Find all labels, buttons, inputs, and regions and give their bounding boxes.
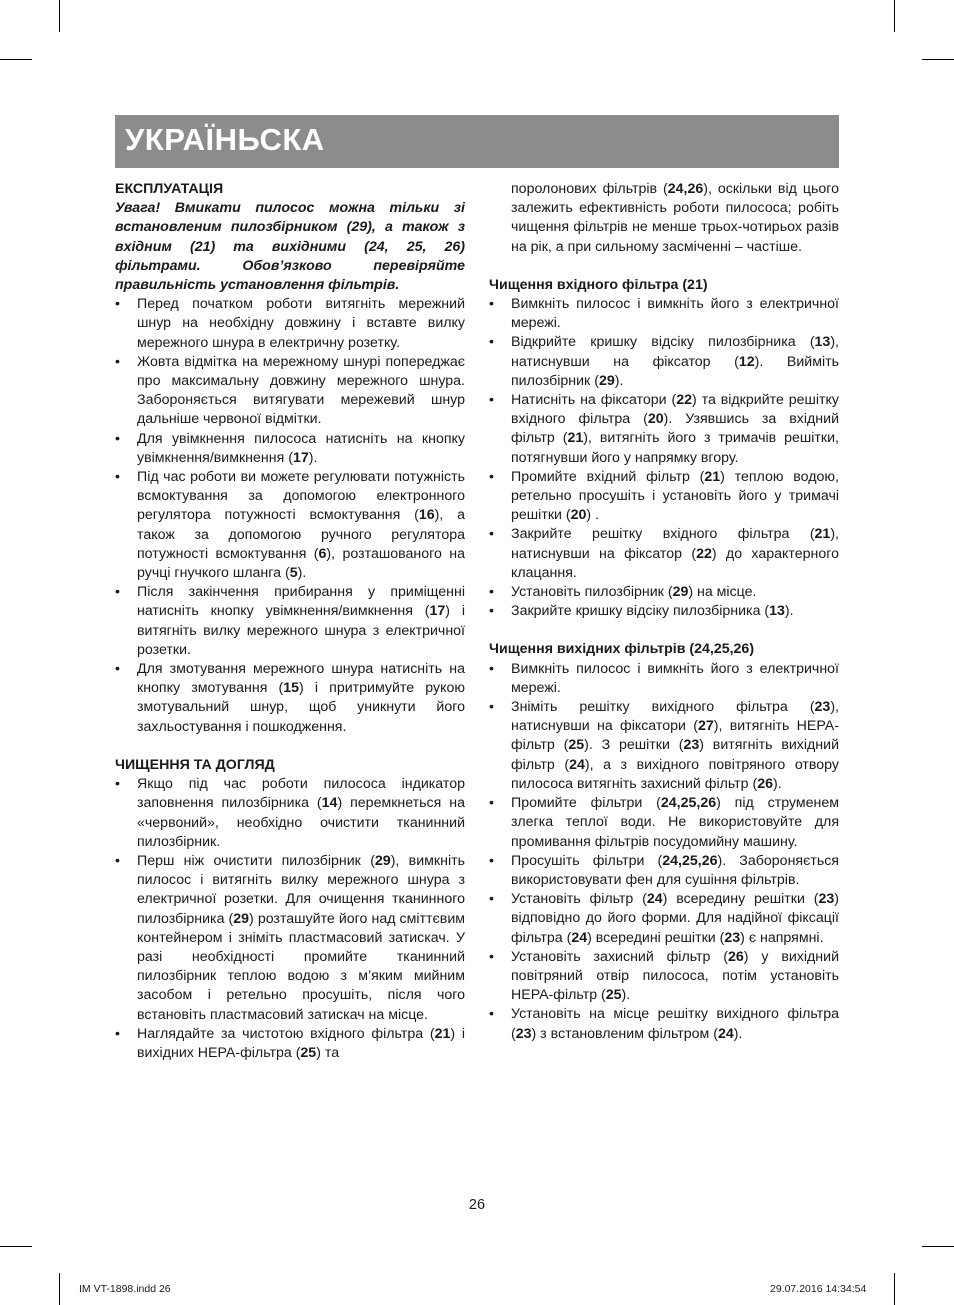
bullet-icon: • bbox=[115, 852, 120, 869]
crop-mark bbox=[0, 1246, 32, 1247]
bullet-icon: • bbox=[115, 353, 120, 370]
section-banner bbox=[115, 115, 839, 168]
bullet-icon: • bbox=[115, 661, 120, 678]
care-list bbox=[115, 775, 465, 1025]
crop-mark bbox=[59, 1273, 60, 1305]
list-item bbox=[489, 602, 839, 621]
list-item bbox=[115, 430, 465, 468]
crop-mark bbox=[922, 59, 954, 60]
list-item-text: Перш ніж очистити пилозбірник (29), вимкніть пилосос і витягніть вилку мережного шнура з електричної розетки. Для очищення тканинного пилозбірника (29) розташуйте його над сміттєвим контейнером і зніміть пластмасовий затискач. У разі необхідності промийте тканинний пилозбірник теплою водою з м’яким мийним засобом і ретельно просушіть, після чого встановіть пластмасовий затискач на місце. bbox=[137, 852, 465, 1023]
bullet-icon: • bbox=[115, 469, 120, 486]
bullet-icon: • bbox=[489, 468, 494, 485]
list-item-text: Вимкніть пилосос і вимкніть його з електричної мережі. bbox=[511, 660, 839, 696]
care-heading: ЧИЩЕННЯ ТА ДОГЛЯД bbox=[115, 756, 275, 773]
crop-mark bbox=[922, 1246, 954, 1247]
crop-mark bbox=[894, 0, 895, 32]
bullet-icon: • bbox=[489, 699, 494, 716]
bullet-icon: • bbox=[489, 334, 494, 351]
list-item bbox=[489, 295, 839, 333]
list-item-text: Під час роботи ви можете регулювати потужність всмоктування за допомогою електронного регулятора потужності всмоктування (16), а також за допомогою ручного регулятора потужності всмоктування (6), розташованого на ручці гнучкого шланга (5). bbox=[137, 469, 466, 582]
right-column bbox=[489, 180, 839, 1044]
bullet-icon: • bbox=[489, 891, 494, 908]
list-item bbox=[489, 890, 839, 948]
list-item-text: Вимкніть пилосос і вимкніть його з електричної мережі. bbox=[511, 296, 839, 332]
crop-mark bbox=[894, 1273, 895, 1305]
list-item bbox=[489, 468, 839, 526]
bullet-icon: • bbox=[489, 296, 494, 313]
list-item-text: Жовта відмітка на мережному шнурі попереджає про максимальну довжину мережного шнура. Забороняється витягувати мережевий шнур дальніше червоної відмітки. bbox=[137, 353, 465, 428]
list-item-text: Промийте фільтри (24,25,26) під струменем злегка теплої води. Не використовуйте для промивання фільтрів посудомийну машину. bbox=[511, 795, 839, 850]
bullet-icon: • bbox=[489, 392, 494, 409]
care-item-continued: поролонових фільтрів (24,26), оскільки від цього залежить ефективність роботи пилососа; робіть чищення фільтрів не менше трьох-чотирьох разів на рік, а при сильному засміченні – частіше. bbox=[511, 181, 839, 255]
inlet-heading: Чищення вхідного фільтра (21) bbox=[489, 276, 708, 293]
outlet-heading: Чищення вихідних фільтрів (24,25,26) bbox=[489, 641, 755, 658]
list-item bbox=[115, 660, 465, 737]
list-item-text: Для увімкнення пилососа натисніть на кнопку увімкнення/вимкнення (17). bbox=[137, 430, 465, 466]
list-item-text: Закрийте кришку відсіку пилозбірника (13). bbox=[511, 603, 794, 620]
outlet-list bbox=[489, 660, 839, 1044]
bullet-icon: • bbox=[115, 430, 120, 447]
list-item bbox=[115, 852, 465, 1025]
bullet-icon: • bbox=[489, 526, 494, 543]
footer-timestamp: 29.07.2016 14:34:54 bbox=[770, 1283, 867, 1295]
list-item-text: Просушіть фільтри (24,25,26). Забороняється використовувати фен для сушіння фільтрів. bbox=[511, 852, 839, 888]
footer-file-info: IM VT-1898.indd 26 bbox=[79, 1283, 171, 1295]
crop-mark bbox=[0, 59, 32, 60]
list-item bbox=[489, 852, 839, 890]
list-item-text: Для змотування мережного шнура натисніть на кнопку змотування (15) і притримуйте рукою змотувальний шнур, щоб уникнути його захльостування і пошкодження. bbox=[137, 661, 465, 735]
crop-mark bbox=[59, 0, 60, 32]
list-item bbox=[115, 1025, 465, 1063]
bullet-icon: • bbox=[489, 795, 494, 812]
care-list-split bbox=[115, 1025, 465, 1063]
list-item-text: Зніміть решітку вихідного фільтра (23), натиснувши на фіксатори (27), витягніть HEPA-фільтр (25). З решітки (23) витягніть вихідний фільтр (24), а з вихідного повітряного отвору пилососа витягніть захисний фільтр (26). bbox=[511, 699, 839, 792]
section-title: УКРАЇНЬСКА bbox=[125, 122, 325, 157]
list-item-text: Після закінчення прибирання у приміщенні натисніть кнопку увімкнення/вимкнення (17) і витягніть вилку мережного шнура з електричної розетки. bbox=[137, 584, 465, 658]
exploitation-list bbox=[115, 295, 465, 737]
list-item-text: Натисніть на фіксатори (22) та відкрийте решітку вхідного фільтра (20). Узявшись за вхідний фільтр (21), витягніть його з тримачів решітки, потягнувши його у напрямку вгору. bbox=[511, 392, 840, 466]
left-column bbox=[115, 180, 465, 1063]
inlet-list bbox=[489, 295, 839, 621]
list-item bbox=[489, 583, 839, 602]
list-item-text: Закрийте решітку вхідного фільтра (21), натиснувши на фіксатор (22) до характерного клацання. bbox=[511, 526, 839, 581]
list-item bbox=[489, 1005, 839, 1043]
bullet-icon: • bbox=[489, 1006, 494, 1023]
list-item bbox=[489, 948, 839, 1006]
list-item-text: Установіть на місце решітку вихідного фільтра (23) з встановленим фільтром (24). bbox=[511, 1006, 839, 1042]
bullet-icon: • bbox=[115, 296, 120, 313]
page-number: 26 bbox=[468, 1197, 486, 1213]
list-item bbox=[489, 794, 839, 852]
bullet-icon: • bbox=[489, 852, 494, 869]
list-item-text: Перед початком роботи витягніть мережний шнур на необхідну довжину і вставте вилку мережного шнура в електричну розетку. bbox=[137, 296, 465, 351]
list-item bbox=[489, 698, 839, 794]
list-item bbox=[489, 660, 839, 698]
list-item-text: Установіть захисний фільтр (26) у вихідний повітряний отвір пилососа, потім установіть HEPA-фільтр (25). bbox=[511, 948, 839, 1004]
list-item bbox=[115, 775, 465, 852]
bullet-icon: • bbox=[489, 948, 494, 965]
list-item bbox=[115, 353, 465, 430]
list-item-text: Установіть фільтр (24) всередину решітки (23) відповідно до його форми. Для надійної фіксації фільтра (24) всередині решітки (23) є напрямні. bbox=[511, 891, 840, 946]
list-item bbox=[115, 583, 465, 660]
list-item bbox=[489, 525, 839, 583]
bullet-icon: • bbox=[115, 776, 120, 793]
exploitation-warning: Увага! Вмикати пилосос можна тільки зі встановленим пилозбірником (29), а також з вхідним (21) та вихідними (24, 25, 26) фільтрами. Обов’язково перевіряйте правильність установлення фільтрів. bbox=[115, 200, 465, 294]
bullet-icon: • bbox=[489, 660, 494, 677]
bullet-icon: • bbox=[115, 584, 120, 601]
list-item bbox=[115, 295, 465, 353]
list-item bbox=[489, 333, 839, 391]
bullet-icon: • bbox=[489, 584, 494, 601]
bullet-icon: • bbox=[115, 1025, 120, 1042]
list-item-text: Якщо під час роботи пилососа індикатор заповнення пилозбірника (14) перемкнеться на «червоний», необхідно очистити тканинний пилозбірник. bbox=[137, 776, 465, 850]
list-item-text: Наглядайте за чистотою вхідного фільтра (21) і вихідних HEPA-фільтра (25) та bbox=[137, 1025, 465, 1061]
list-item bbox=[115, 468, 465, 583]
list-item-text: Промийте вхідний фільтр (21) теплою водою, ретельно просушіть і установіть його у тримачі решітки (20) . bbox=[511, 468, 839, 524]
list-item-text: Установіть пилозбірник (29) на місце. bbox=[511, 584, 757, 601]
list-item-text: Відкрийте кришку відсіку пилозбірника (13), натиснувши на фіксатор (12). Вийміть пилозбірник (29). bbox=[511, 334, 839, 389]
bullet-icon: • bbox=[489, 603, 494, 620]
list-item bbox=[489, 391, 839, 468]
exploitation-heading: ЕКСПЛУАТАЦІЯ bbox=[115, 181, 224, 197]
